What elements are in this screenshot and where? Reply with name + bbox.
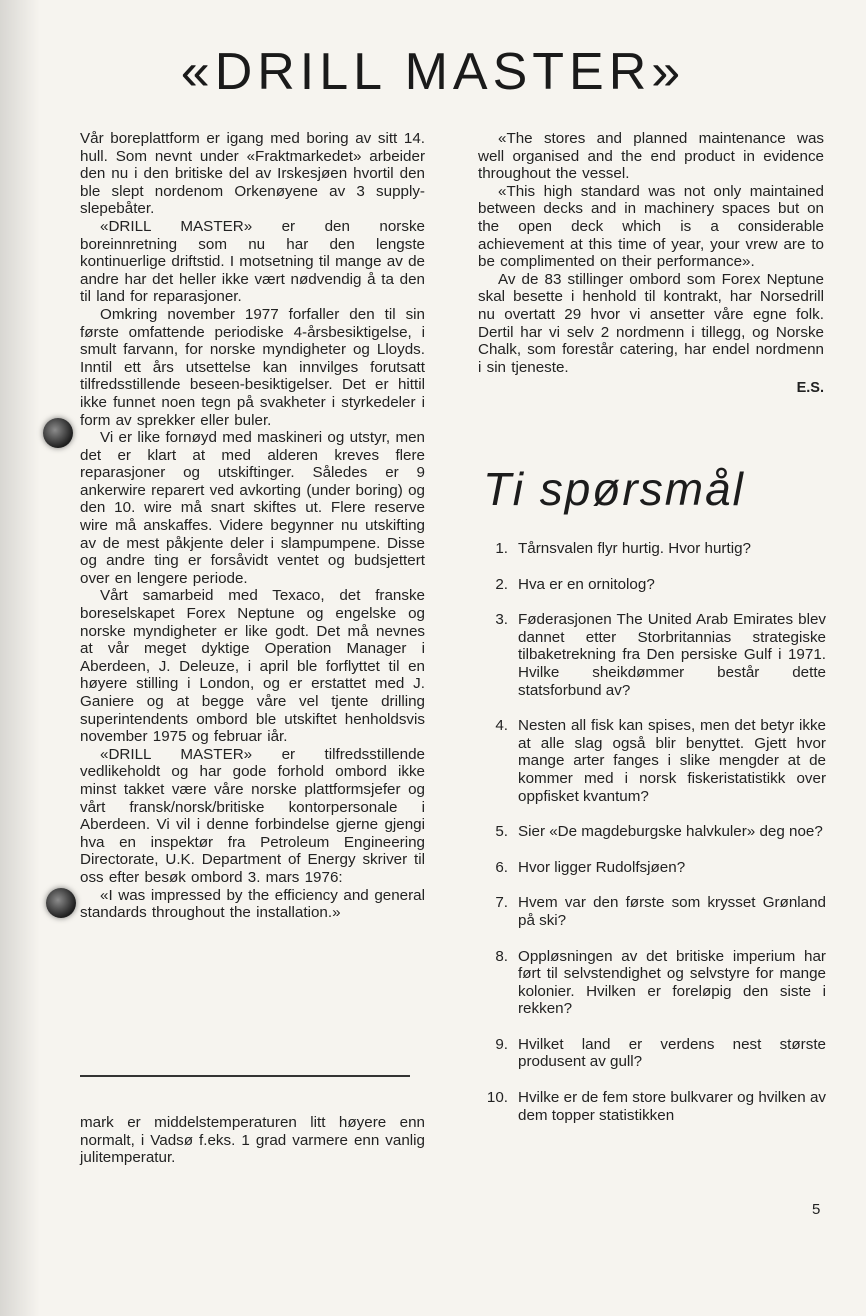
article-paragraph: «This high standard was not only maintained between decks and in machinery spaces but on the open deck which is a considerable achievement at this time of year, your vrew are to be complimented on their performance». — [478, 182, 824, 271]
question-text: Hvilket land er verdens nest største produsent av gull? — [518, 1035, 826, 1071]
quiz-question — [478, 540, 826, 558]
question-text: Oppløsningen av det britiske imperium har ført til selvstendighet og selvstyre for mange kolonier. Hvilken er foreløpig den siste i rekken? — [518, 947, 826, 1018]
question-number: 5. — [495, 823, 508, 841]
article-paragraph: «I was impressed by the efficiency and general standards throughout the installation.» — [80, 886, 425, 922]
question-text: Hvilke er de fem store bulkvarer og hvilken av dem topper statistikken — [518, 1089, 826, 1124]
article-paragraph: Vårt samarbeid med Texaco, det franske boreselskapet Forex Neptune og engelske og norske myndigheter er like godt. Det må nevnes at vår meget dyktige Operation Manager i Aberdeen, J. Deleuze, i april ble forflyttet til en høyere stilling i London, og er erstattet med J. Ganiere og at begge våre vel tjente drilling superintendents ombord ble utskiftet henholdsvis november 1975 og februar iår. — [80, 587, 425, 746]
binder-hole-icon — [43, 418, 73, 448]
quiz-title: Ti spørsmål — [483, 463, 745, 515]
article-paragraph: Omkring november 1977 forfaller den til sin første omfattende periodiske 4-årsbesiktigelse, i smult farvann, for norske myndigheter og Lloyds. Inntil ett års utsettelse kan innvilges forutsatt tilfredsstillende beseen-besiktigelser. Det er hittil ikke funnet noen tegn på svakheter i styrkedeler i form av sprekker eller buler. — [80, 305, 425, 429]
article-paragraph: Vår boreplattform er igang med boring av sitt 14. hull. Som nevnt under «Fraktmarkedet» arbeider den nu i den britiske del av Irskesjøen hvortil den ble slept nordenom Orkenøyene av 3 supply-slepebåter. — [80, 130, 425, 218]
article-right-column — [478, 130, 824, 398]
quiz-question — [478, 948, 826, 1018]
question-number: 4. — [495, 717, 508, 735]
quiz-question — [478, 859, 826, 877]
question-number: 2. — [495, 575, 508, 593]
author-signature: E.S. — [796, 380, 824, 397]
question-number: 10. — [486, 1089, 508, 1107]
question-text: Hvem var den første som krysset Grønland på ski? — [518, 894, 826, 929]
article-paragraph: «DRILL MASTER» er tilfredsstillende vedlikeholdt og har gode forhold ombord ikke minst takket være våre norske plattformsjefer og vårt fransk/norsk/britiske kontorpersonale i Aberdeen. Vi vil i denne forbindelse gjerne gjengi hva en inspektør fra Petroleum Engineering Directorate, U.K. Department of Energy skriver til oss efter besøk ombord 3. mars 1976: — [80, 745, 425, 886]
binder-hole-icon — [46, 888, 76, 918]
article-left-column — [80, 130, 425, 922]
question-number: 9. — [495, 1035, 508, 1053]
article-paragraph: «The stores and planned maintenance was well organised and the end product in evidence throughout the vessel. — [478, 130, 824, 183]
question-number: 8. — [495, 947, 508, 965]
quiz-question — [478, 611, 826, 699]
question-number: 3. — [495, 611, 508, 629]
article-paragraph: Av de 83 stillinger ombord som Forex Neptune skal besette i henhold til kontrakt, har Norsedrill nu overtatt 29 hvor vi ansetter våre egne folk. Dertil har vi selv 2 nordmenn i tillegg, og Norske Chalk, som forestår catering, har endel nordmenn i sin tjeneste. — [478, 270, 824, 376]
question-text: Føderasjonen The United Arab Emirates blev dannet etter Storbritannias strategiske tilbaketrekning fra Den persiske Gulf i 1971. Hvilke sheikdømmer består dette statsforbund av? — [518, 611, 826, 699]
quiz-question — [478, 576, 826, 594]
quiz-question — [478, 717, 826, 805]
question-text: Tårnsvalen flyr hurtig. Hvor hurtig? — [518, 540, 751, 557]
continued-text: mark er middelstemperaturen litt høyere enn normalt, i Vadsø f.eks. 1 grad varmere enn vanlig julitemperatur. — [80, 1114, 425, 1167]
page-binding-shadow — [0, 0, 40, 1316]
article-title: «DRILL MASTER» — [180, 43, 686, 101]
page-number: 5 — [812, 1201, 821, 1218]
article-paragraph: Vi er like fornøyd med maskineri og utstyr, men det er klart at med alderen kreves flere reparasjoner og utskiftinger. Således er 9 ankerwire reparert ved avkorting (under boring) og den 10. wire må snart skiftes ut. Flere reserve wire må anskaffes. Videre begynner nu utskifting av de mest påkjente deler i slampumpene. Disse og andre ting er forsåvidt ventet og budsjettert over en lengere periode. — [80, 429, 425, 587]
quiz-question — [478, 894, 826, 929]
article-paragraph: «DRILL MASTER» er den norske boreinnretning som nu har den lengste kontinuerlige driftstid. I motsetning til mange av de andre har det heller ikke vært nødvendig å ta den til land for reparasjoner. — [80, 217, 425, 306]
question-number: 6. — [495, 858, 508, 876]
question-number: 1. — [495, 540, 508, 557]
question-text: Hva er en ornitolog? — [518, 575, 655, 593]
quiz-question-list — [478, 540, 826, 1142]
question-text: Hvor ligger Rudolfsjøen? — [518, 858, 686, 876]
question-text: Nesten all fisk kan spises, men det betyr ikke at alle slag også blir benyttet. Gjett hvor mange arter fanges i slike mengder at de kommer med i norsk fiskeristatistikk over oppfisket kvantum? — [518, 717, 826, 805]
question-text: Sier «De magdeburgske halvkuler» deg noe? — [518, 823, 823, 841]
quiz-question — [478, 1036, 826, 1071]
quiz-question — [478, 823, 826, 841]
question-number: 7. — [495, 894, 508, 912]
quiz-question — [478, 1089, 826, 1124]
section-divider — [80, 1075, 410, 1077]
